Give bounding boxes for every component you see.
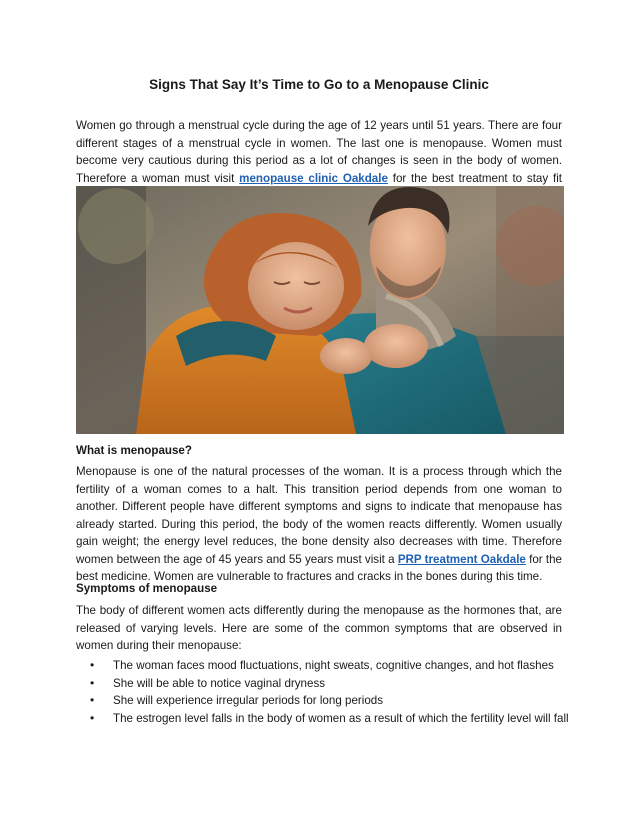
section1-text-1: Menopause is one of the natural processes of the woman. It is a process through which the fertility of a woman comes to a halt. This transition period depends from one woman to another. Different people have different symptoms and signs to indicate that menopause has already started. During this period, the body of the women reacts differently. Women usually gain weight; the energy level reduces, the bone density also decreases with time. Therefore women between the age of 45 years and 55 years must visit a <box>76 465 562 566</box>
list-item: • The estrogen level falls in the body of women as a result of which the fertility level will fall <box>76 710 562 728</box>
menopause-clinic-link[interactable]: menopause clinic Oakdale <box>239 171 388 185</box>
prp-treatment-link[interactable]: PRP treatment Oakdale <box>397 552 526 566</box>
couple-photo <box>76 186 564 434</box>
intro-text-2: for the best treatment to stay fit <box>392 171 562 185</box>
bullet-icon: • <box>90 710 95 725</box>
section1-text-2: for the best medicine. Women are vulnerable to fractures and cracks in the bones during this time. <box>76 552 562 583</box>
couple-photo-illustration <box>76 186 564 434</box>
bullet-icon: • <box>90 693 95 707</box>
list-item: • The woman faces mood fluctuations, night sweats, cognitive changes, and hot flashes <box>76 657 562 675</box>
document-title: Signs That Say It’s Time to Go to a Menopause Clinic <box>149 77 489 92</box>
list-item: • She will experience irregular periods for long periods <box>76 692 562 710</box>
list-item: • She will be able to notice vaginal dryness <box>76 675 562 693</box>
section-heading-symptoms: Symptoms of menopause <box>76 582 218 595</box>
bullet-icon: • <box>90 658 95 672</box>
symptoms-list <box>76 657 569 727</box>
symptoms-intro-paragraph: The body of different women acts differently during the menopause as the hormones that, are released of varying levels. Here are some of the common symptoms that are observed in women during their menopause: <box>76 604 562 652</box>
menopause-description-paragraph <box>76 463 562 586</box>
section-heading-what-is-menopause: What is menopause? <box>76 444 192 457</box>
bullet-icon: • <box>90 675 95 690</box>
intro-text-1: Women go through a menstrual cycle during the age of 12 years until 51 years. There are four different stages of a menstrual cycle in women. The last one is menopause. Women must become very cautious during this period as a lot of changes is seen in the body of women. Therefore a woman must visit <box>76 119 562 185</box>
